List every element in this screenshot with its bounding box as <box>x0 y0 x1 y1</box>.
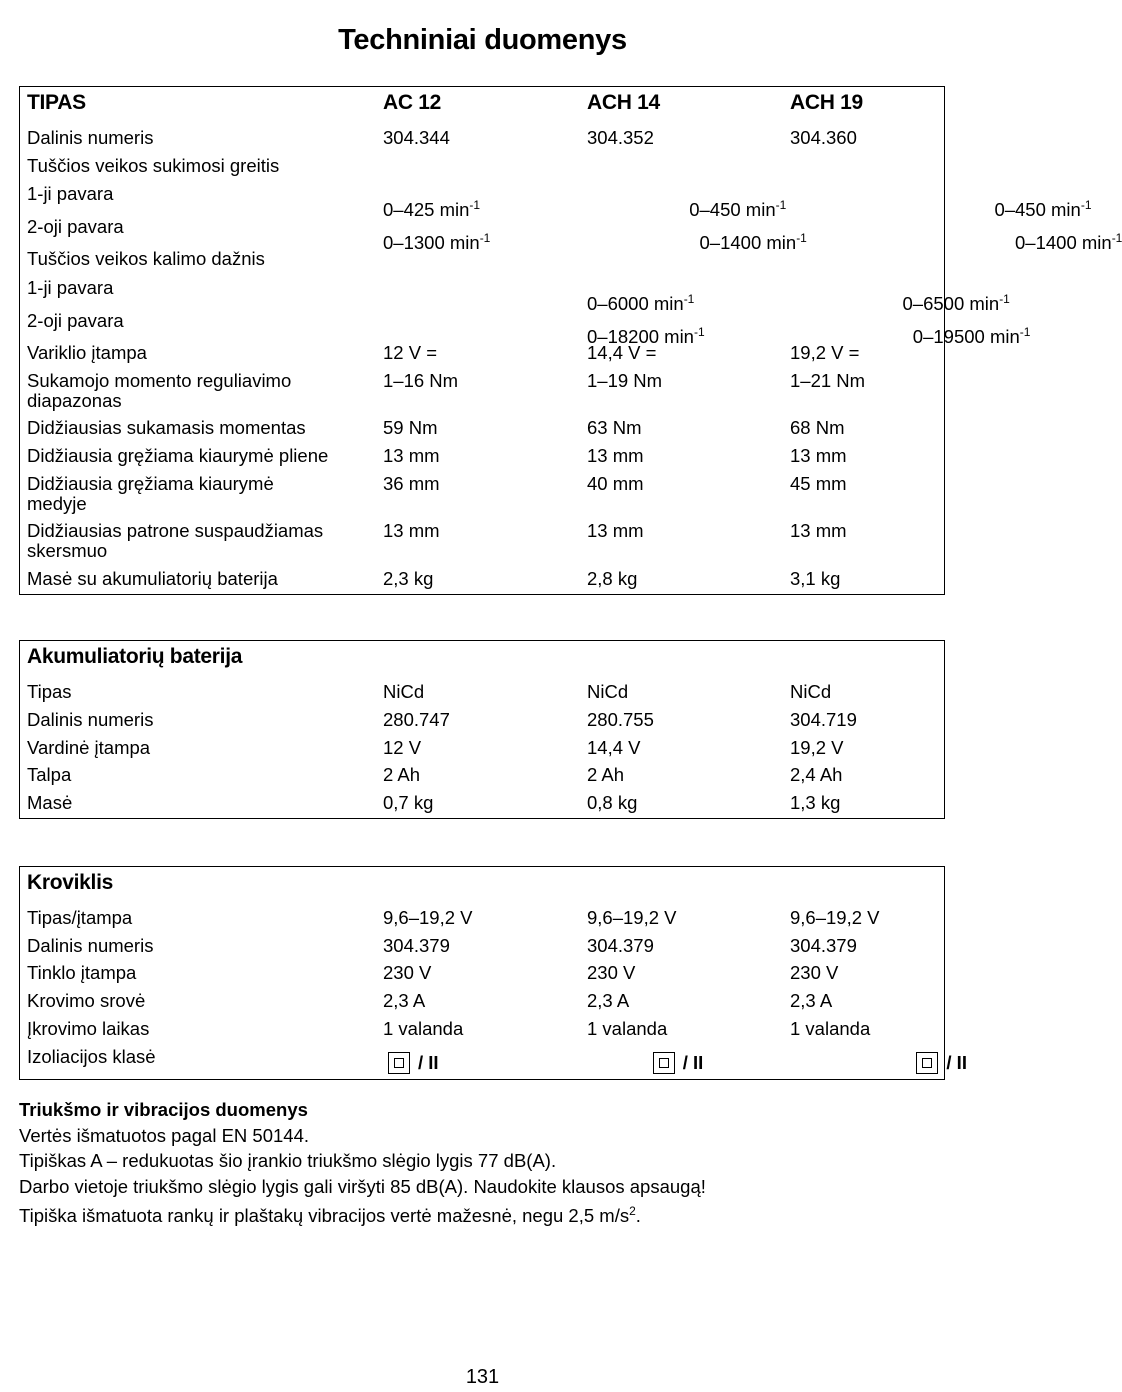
row-value: 45 mm <box>790 473 847 494</box>
row-label: Tinklo įtampa <box>27 962 137 983</box>
row-value: 13 mm <box>790 520 847 541</box>
double-insulation-icon <box>653 1052 675 1074</box>
row-value: 304.352 <box>587 127 654 148</box>
row-value: 19,2 V = <box>790 342 860 363</box>
row-label: Variklio įtampa <box>27 342 147 363</box>
row-value: 1 valanda <box>383 1018 464 1039</box>
superscript: -1 <box>1080 198 1092 212</box>
row-value: 2,8 kg <box>587 568 638 589</box>
row-label: Tuščios veikos kalimo dažnis <box>27 248 265 269</box>
insulation-class <box>911 1052 967 1074</box>
row-value: 2,3 A <box>383 990 426 1011</box>
value-text: 0–6500 min <box>902 293 1000 314</box>
row-value: 12 V <box>383 737 422 758</box>
insulation-class <box>648 1052 704 1074</box>
paragraph-line: Vertės išmatuotos pagal EN 50144. <box>19 1124 310 1146</box>
value-text: 0–1400 min <box>699 232 797 253</box>
row-value: 9,6–19,2 V <box>383 907 473 928</box>
row-value: 36 mm <box>383 473 440 494</box>
noise-vibration-section <box>19 1097 939 1229</box>
value-text: 0–18200 min <box>587 326 694 347</box>
double-insulation-icon <box>388 1052 410 1074</box>
row-label: Dalinis numeris <box>27 935 154 956</box>
row-value: 304.344 <box>383 127 450 148</box>
superscript: -1 <box>469 198 481 212</box>
row-value: 2,3 A <box>790 990 833 1011</box>
col-header-type: TIPAS <box>27 91 86 114</box>
table-row <box>20 183 1092 220</box>
row-value: 13 mm <box>383 445 440 466</box>
row-label: Tuščios veikos sukimosi greitis <box>27 155 280 176</box>
row-value: 1–19 Nm <box>587 370 663 391</box>
row-label: Didžiausia gręžiama kiaurymė pliene <box>27 445 329 466</box>
paragraph-line: Tipiškas A – redukuotas šio įrankio triukšmo slėgio lygis 77 dB(A). <box>19 1150 557 1171</box>
row-value: 68 Nm <box>790 417 845 438</box>
row-value: 0,8 kg <box>587 792 638 813</box>
col-header-model-3: ACH 19 <box>790 91 863 114</box>
double-insulation-icon <box>916 1052 938 1074</box>
table-row <box>20 216 1122 253</box>
row-value: 230 V <box>587 962 636 983</box>
value-text: 0–425 min <box>383 199 470 220</box>
value-text: 0–1300 min <box>383 232 480 253</box>
value-text: 0–6000 min <box>587 293 684 314</box>
row-value: 304.379 <box>790 935 857 956</box>
insulation-value: / II <box>682 1052 704 1073</box>
row-value <box>1015 232 1122 253</box>
superscript: -1 <box>1019 325 1031 339</box>
row-value: 2,3 A <box>587 990 630 1011</box>
row-label: 2-oji pavara <box>27 216 124 237</box>
row-value: NiCd <box>790 681 832 702</box>
charger-table <box>19 866 967 1080</box>
superscript: -1 <box>999 292 1010 306</box>
row-value: 280.755 <box>587 709 654 730</box>
section-title: Kroviklis <box>27 871 114 894</box>
row-value: 1–21 Nm <box>790 370 866 391</box>
paragraph-line <box>19 1199 939 1229</box>
row-value: 0,7 kg <box>383 792 434 813</box>
row-value: 1 valanda <box>790 1018 871 1039</box>
row-value: 3,1 kg <box>790 568 841 589</box>
row-value: 9,6–19,2 V <box>790 907 880 928</box>
row-value: NiCd <box>383 681 425 702</box>
row-label: Masė <box>27 792 73 813</box>
row-label: 1-ji pavara <box>27 277 114 298</box>
section-title: Akumuliatorių baterija <box>27 645 243 668</box>
insulation-value: / II <box>946 1052 967 1073</box>
row-value: 230 V <box>790 962 839 983</box>
row-label: Izoliacijos klasė <box>27 1046 156 1067</box>
row-value: 304.379 <box>383 935 450 956</box>
row-label: Dalinis numeris <box>27 709 154 730</box>
row-value: 2,3 kg <box>383 568 434 589</box>
page-number: 131 <box>465 1366 500 1388</box>
row-label: Didžiausia gręžiama kiaurymė medyje <box>27 473 274 514</box>
row-value: 12 V = <box>383 342 438 363</box>
row-value: 14,4 V <box>587 737 641 758</box>
row-value: 1 valanda <box>587 1018 668 1039</box>
row-value <box>383 232 490 253</box>
row-value: 13 mm <box>587 520 644 541</box>
row-label: Didžiausias patrone suspaudžiamas skersmuo <box>27 520 324 561</box>
row-value: 2,4 Ah <box>790 764 843 785</box>
value-text: 0–450 min <box>994 199 1081 220</box>
table-row <box>20 310 1031 347</box>
row-label: Tipas/įtampa <box>27 907 133 928</box>
row-value <box>700 232 807 253</box>
row-value <box>994 199 1091 220</box>
row-value: 1–16 Nm <box>383 370 459 391</box>
row-value: 2 Ah <box>383 764 421 785</box>
row-value: 304.719 <box>790 709 857 730</box>
row-label: Talpa <box>27 764 72 785</box>
superscript: -1 <box>683 292 695 306</box>
row-value: 2 Ah <box>587 764 625 785</box>
battery-table <box>19 640 945 819</box>
row-value: 14,4 V = <box>587 342 657 363</box>
line-end: . <box>635 1205 641 1226</box>
row-value: 59 Nm <box>383 417 438 438</box>
row-label: Masė su akumuliatorių baterija <box>27 568 278 589</box>
row-value: 1,3 kg <box>790 792 841 813</box>
superscript: 2 <box>629 1204 636 1218</box>
row-label: Krovimo srovė <box>27 990 146 1011</box>
row-value: 13 mm <box>790 445 847 466</box>
row-label: Sukamojo momento reguliavimo diapazonas <box>27 370 292 411</box>
row-value: 19,2 V <box>790 737 844 758</box>
paragraph-line: Darbo vietoje triukšmo slėgio lygis gali viršyti 85 dB(A). Naudokite klausos apsaugą! <box>19 1175 706 1197</box>
row-value: NiCd <box>587 681 629 702</box>
row-value: 304.360 <box>790 127 857 148</box>
insulation-value: / II <box>418 1052 439 1073</box>
row-value: 63 Nm <box>587 417 642 438</box>
row-label: Didžiausias sukamasis momentas <box>27 417 306 438</box>
row-value: 13 mm <box>587 445 644 466</box>
row-value: 230 V <box>383 962 432 983</box>
specs-table <box>19 86 1122 595</box>
row-value: 280.747 <box>383 709 450 730</box>
insulation-class <box>383 1052 439 1074</box>
superscript: -1 <box>775 198 787 212</box>
row-label: 1-ji pavara <box>27 183 114 204</box>
row-label: Tipas <box>27 681 72 702</box>
row-value: 9,6–19,2 V <box>587 907 677 928</box>
page-title: Techniniai duomenys <box>338 24 627 56</box>
value-text: 0–450 min <box>689 199 776 220</box>
col-header-model-1: AC 12 <box>383 91 442 114</box>
value-text: 0–1400 min <box>1015 232 1112 253</box>
row-label: Įkrovimo laikas <box>27 1018 150 1039</box>
row-label: Dalinis numeris <box>27 127 154 148</box>
row-value: 304.379 <box>587 935 654 956</box>
table-row <box>20 1046 967 1073</box>
row-label: 2-oji pavara <box>27 310 124 331</box>
row-value: 13 mm <box>383 520 440 541</box>
row-label: Vardinė įtampa <box>27 737 151 758</box>
section-title: Triukšmo ir vibracijos duomenys <box>19 1099 308 1120</box>
superscript: -1 <box>479 231 491 245</box>
row-value: 40 mm <box>587 473 644 494</box>
value-text: 0–19500 min <box>912 326 1020 347</box>
line-text: Tipiška išmatuota rankų ir plaštakų vibracijos vertė mažesnė, negu 2,5 m/s <box>19 1205 630 1226</box>
table-row <box>20 277 1010 314</box>
col-header-model-2: ACH 14 <box>587 91 660 114</box>
row-value <box>913 326 1031 347</box>
superscript: -1 <box>693 325 705 339</box>
superscript: -1 <box>1111 231 1122 245</box>
superscript: -1 <box>796 231 807 245</box>
